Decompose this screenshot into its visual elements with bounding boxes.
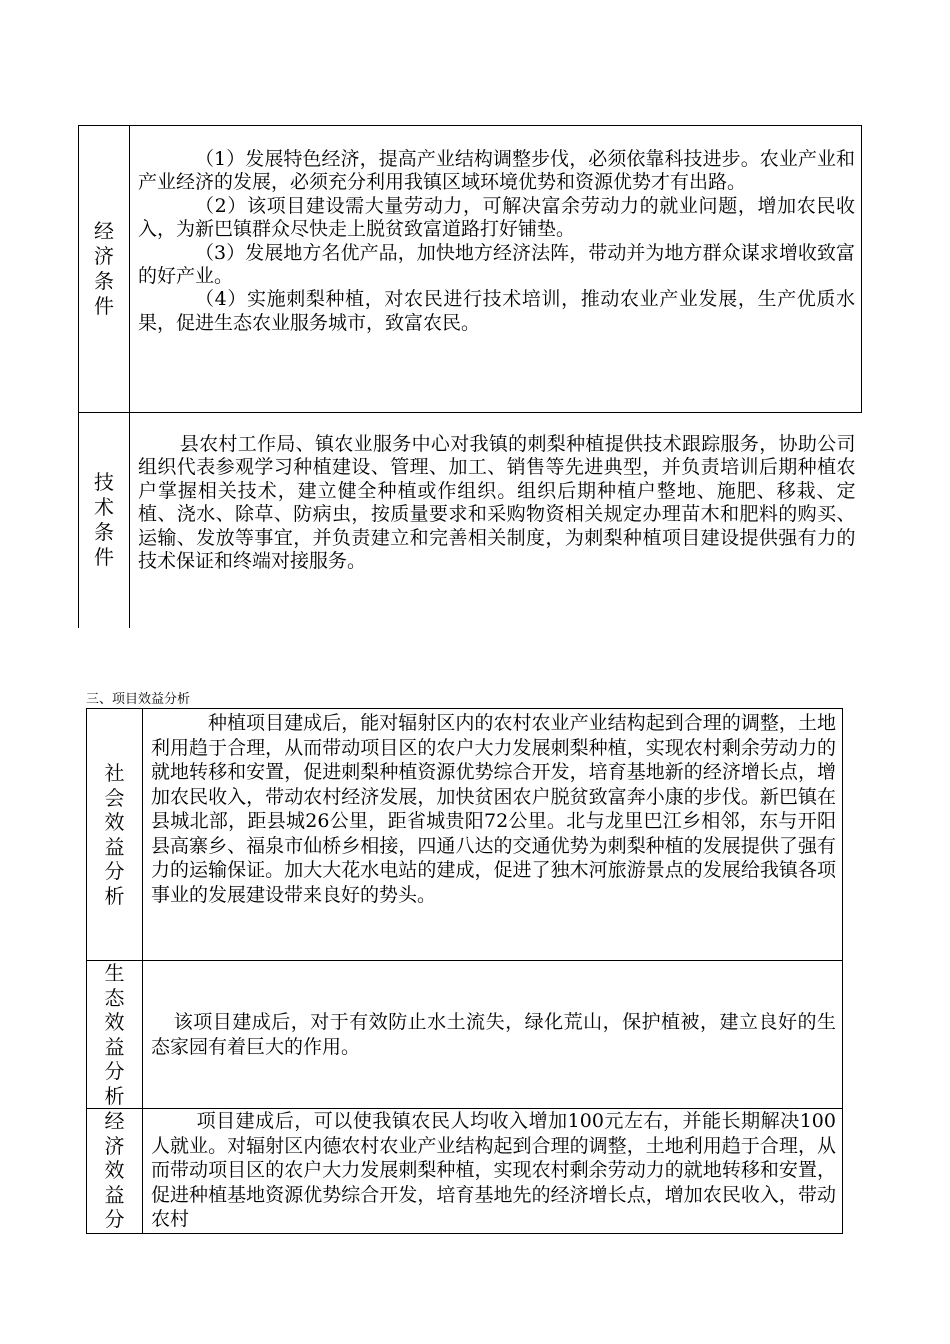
label-char: 经 [94, 219, 114, 243]
label-char: 态 [104, 985, 125, 1010]
paragraph: （4）实施刺梨种植，对农民进行技术培训，推动农业产业发展，生产优质水果，促进生态农业服务城市，致富农民。 [138, 288, 855, 334]
label-char: 生 [104, 961, 125, 985]
paragraph: （3）发展地方名优产品，加快地方经济法阵，带动并为地方群众谋求增收致富的好产业。 [138, 241, 855, 288]
conditions-table [78, 125, 862, 628]
label-char: 济 [94, 244, 114, 268]
label-char: 分 [104, 1059, 125, 1083]
economic-conditions-text [130, 126, 862, 413]
economic-conditions-label [79, 126, 130, 413]
label-char: 析 [104, 883, 125, 908]
technical-conditions-text [130, 413, 862, 628]
economic-benefit-label [87, 1109, 143, 1234]
section-title: 三、项目效益分析 [86, 692, 191, 707]
label-char: 技 [94, 470, 114, 495]
label-char: 件 [94, 294, 114, 318]
label-char: 经 [104, 1109, 125, 1133]
paragraph: 项目建成后，可以使我镇农民人均收入增加100元左右，并能长期解决100人就业。对辐射区内德农村农业产业结构起到合理的调整，土地利用趋于合理，从而带动项目区的农户大力发展刺梨种植，实现农村剩余劳动力的就地转移和安置，促进种植基地资源优势综合开发，培育基地先的经济增长点，增加农民收入，带动农村 [151, 1110, 836, 1230]
label-char: 社 [104, 761, 125, 785]
social-benefit-label [87, 709, 143, 961]
label-char: 会 [104, 785, 125, 810]
label-char: 效 [104, 1010, 125, 1034]
label-char: 益 [104, 1182, 125, 1207]
label-char: 条 [94, 520, 114, 545]
paragraph: （1）发展特色经济，提高产业结构调整步伐，必须依靠科技进步。农业产业和产业经济的发展，必须充分利用我镇区域环境优势和资源优势才有出路。 [138, 148, 855, 194]
label-char: 件 [94, 545, 114, 570]
label-char: 益 [104, 834, 125, 859]
paragraph: 种植项目建成后，能对辐射区内的农村农业产业结构起到合理的调整，土地利用趋于合理，从而带动项目区的农户大力发展刺梨种植，实现农村剩余劳动力的就地转移和安置，促进刺梨种植资源优势综合开发，培育基地新的经济增长点，增加农民收入，带动农村经济发展，加快贫困农户脱贫致富奔小康的步伐。新巴镇在县城北部，距县城26公里，距省城贵阳72公里。北与龙里巴江乡相邻，东与开阳县高寨乡、福泉市仙桥乡相接，四通八达的交通优势为刺梨种植的发展提供了强有力的运输保证。加大大花水电站的建成，促进了独木河旅游景点的发展给我镇各项事业的发展建设带来良好的势头。 [151, 712, 836, 906]
label-char: 析 [104, 1083, 125, 1108]
label-char: 分 [104, 859, 125, 883]
label-char: 条 [94, 269, 114, 293]
ecological-benefit-label [87, 961, 143, 1109]
paragraph: 该项目建成后，对于有效防止水土流失，绿化荒山，保护植被，建立良好的生态家园有着巨大的作用。 [151, 1011, 836, 1058]
economic-benefit-text [143, 1109, 843, 1234]
label-char: 济 [104, 1133, 125, 1158]
paragraph: 县农村工作局、镇农业服务中心对我镇的刺梨种植提供技术跟踪服务，协助公司组织代表参观学习种植建设、管理、加工、销售等先进典型，并负责培训后期种植农户掌握相关技术，建立健全种植或作组织。组织后期种植户整地、施肥、移栽、定植、浇水、除草、防病虫，按质量要求和采购物资相关规定办理苗木和肥料的购买、运输、发放等事宜，并负责建立和完善相关制度，为刺梨种植项目建设提供强有力的技术保证和终端对接服务。 [138, 433, 856, 573]
benefit-analysis-table [86, 708, 843, 1234]
label-char: 分 [104, 1207, 125, 1231]
ecological-benefit-text [143, 961, 843, 1109]
label-char: 益 [104, 1034, 125, 1059]
social-benefit-text [143, 709, 843, 961]
label-char: 效 [104, 1158, 125, 1182]
technical-conditions-label [79, 413, 130, 628]
label-char: 效 [104, 810, 125, 834]
label-char: 术 [94, 495, 114, 520]
paragraph: （2）该项目建设需大量劳动力，可解决富余劳动力的就业问题，增加农民收入，为新巴镇群众尽快走上脱贫致富道路打好铺垫。 [138, 194, 855, 241]
